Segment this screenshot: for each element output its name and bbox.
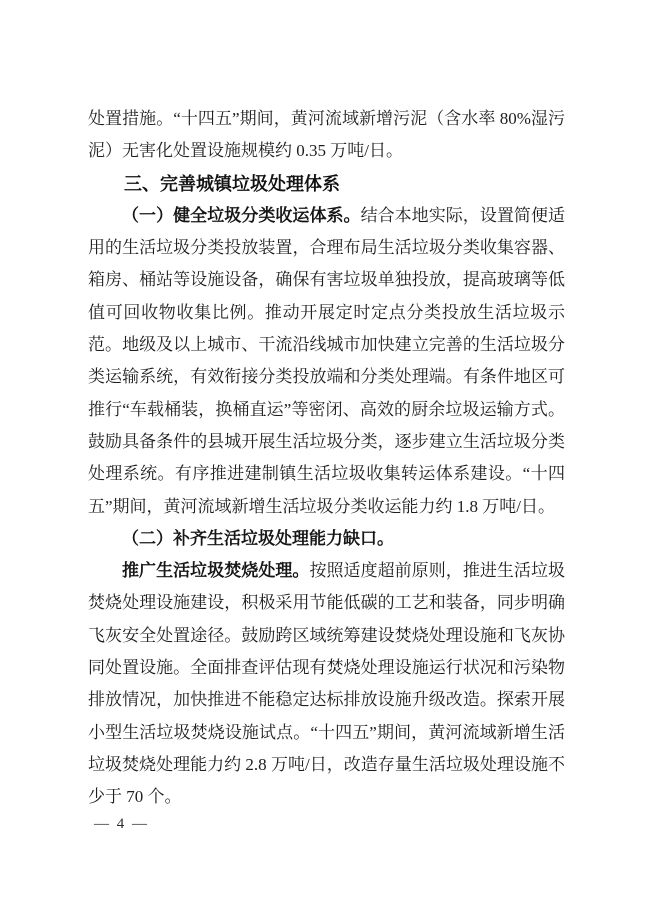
paragraph-waste-sorting [88, 200, 565, 523]
paragraph-sludge-continuation: 处置措施。“十四五”期间，黄河流域新增污泥（含水率 80%湿污泥）无害化处置设施规模约 0.35 万吨/日。 [88, 109, 565, 161]
subsection-2-title: （二）补齐生活垃圾处理能力缺口。 [122, 528, 394, 548]
section-heading-urban-waste-system: 三、完善城镇垃圾处理体系 [124, 173, 340, 194]
subsection-1-title: （一）健全垃圾分类收运体系。 [122, 205, 361, 225]
document-body [88, 103, 565, 814]
subsection-1-text: 结合本地实际，设置简便适用的生活垃圾分类投放装置，合理布局生活垃圾分类收集容器、箱房、桶站等设施设备，确保有害垃圾单独投放，提高玻璃等低值可回收物收集比例。推动开展定时定点分类投放生活垃圾示范。地级及以上城市、干流沿线城市加快建立完善的生活垃圾分类运输系统，有效衔接分类投放端和分类处理端。有条件地区可推行“车载桶装，换桶直运”等密闭、高效的厨余垃圾运输方式。鼓励具备条件的县城开展生活垃圾分类，逐步建立生活垃圾分类处理系统。有序推进建制镇生活垃圾收集转运体系建设。“十四五”期间，黄河流域新增生活垃圾分类收运能力约 1.8 万吨/日。 [88, 205, 566, 516]
page-number: — 4 — [94, 816, 149, 832]
incineration-text: 按照适度超前原则，推进生活垃圾焚烧处理设施建设，积极采用节能低碳的工艺和装备，同步明确飞灰安全处置途径。鼓励跨区域统筹建设焚烧处理设施和飞灰协同处置设施。全面排查评估现有焚烧处理设施运行状况和污染物排放情况，加快推进不能稳定达标排放设施升级改造。探索开展小型生活垃圾焚烧设施试点。“十四五”期间，黄河流域新增生活垃圾焚烧处理能力约 2.8 万吨/日，改造存量生活垃圾处理设施不少于 70 个。 [88, 561, 566, 807]
incineration-lead: 推广生活垃圾焚烧处理。 [122, 561, 310, 581]
paragraph-incineration [88, 555, 565, 813]
